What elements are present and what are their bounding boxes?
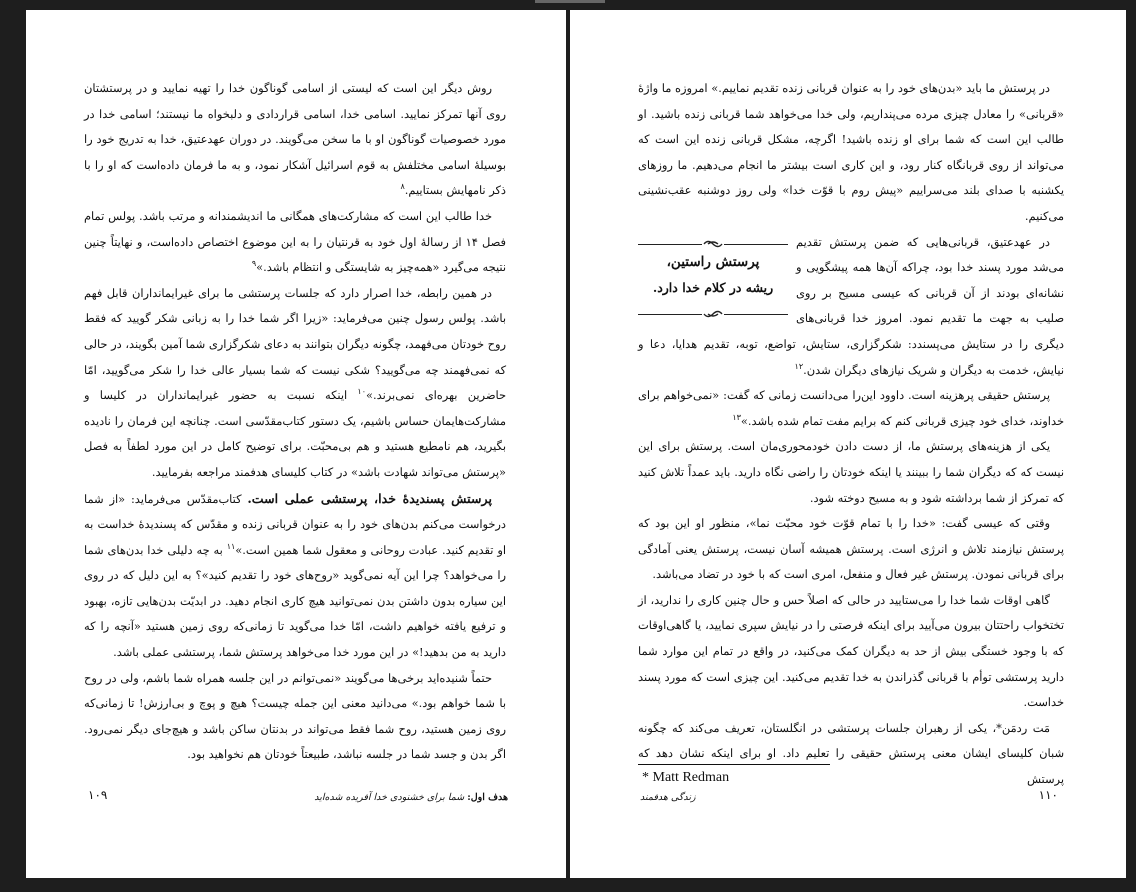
section-heading: پرستش پسندیدهٔ خدا، پرستشی عملی است. bbox=[247, 490, 492, 506]
footnote-rule bbox=[638, 764, 830, 765]
ornament-icon bbox=[702, 239, 724, 249]
footnote-marker: ۱۲ bbox=[794, 361, 804, 371]
paragraph: پرستش حقیقی پرهزینه است. داوود این‌را می‌دانست زمانی که گفت: «نمی‌خواهم برای خداوند، خدای خود چیزی قربانی کنم که برایم مفت تمام شده باشد.»$^{۱۳}$ bbox=[638, 388, 1064, 428]
paragraph: گاهی اوقات شما خدا را می‌ستایید در حالی که اصلاً حس و حال چنین کاری را ندارید، از تختخواب راحتتان بیرون می‌آیید برای اینکه فرصتی را در نیایش سپری نمایید، یا گاهی‌اوقات که با وجود خستگی بیش از حد به دیگران کمک می‌کنید، در واقع در تمام این موارد شما دارید پرستشی توأم با قربانی گذراندن به خدا تقدیم می‌کنید. این چیزی است که مورد پسند خداست. bbox=[638, 592, 1064, 710]
page-110-body bbox=[638, 76, 1064, 793]
paragraph: در عهدعتیق، قربانی‌هایی که ضمن پرستش تقدیم می‌شد مورد پسند خدا بود، چراکه آن‌ها همه پیشگویی و نشانه‌ای بودند از آن قربانی که عیسی مسیح بر روی صلیب به جهت ما تقدیم نمود. امروز خدا قربانی‌های دیگری را در ستایش می‌پسندد: شکرگزاری، ستایش، تواضع، توبه، تقدیم هدایا، دعا و نیایش، خدمت به دیگران و شریک نیازهای دیگران شدن.$^{۱۲}$ bbox=[638, 234, 1064, 377]
window-top-notch bbox=[535, 0, 605, 3]
page-110 bbox=[570, 10, 1126, 878]
paragraph: روش دیگر این است که لیستی از اسامی گوناگون خدا را تهیه نمایید و در پرستشتان روی آنها تمرکز نمایید. اسامی خدا، اسامی قراردادی و دلبخواه ما نیستند؛ اسامی خدا در مورد خصوصیات گوناگون او با ما سخن می‌گویند. در دوران عهدعتیق، خدا به تدریج خود را بوسیلهٔ اسامی مختلفش به قوم اسرائیل آشکار نمود، و به ما فرمان داده‌است که او را با ذکر نامهایش بستاییم.$^۸$ bbox=[84, 81, 506, 198]
running-head-text: شما برای خشنودی خدا آفریده شده‌اید bbox=[314, 792, 465, 803]
paragraph: مَت ردمَن*، یکی از رهبران جلسات پرستشی در انگلستان، تعریف می‌کند که چگونه شبان کلیسای ایشان معنی پرستش حقیقی را تعلیم داد. او برای اینکه نشان دهد که پرستش bbox=[638, 720, 1064, 787]
pull-quote-line-1: پرستش راستین، bbox=[666, 253, 760, 270]
footnote-marker: ۱۳ bbox=[732, 412, 741, 422]
paragraph: وقتی که عیسی گفت: «خدا را با تمام قوّت خود محبّت نما»، منظور او این بود که پرستش نیازمند تلاش و انرژی است. پرستش همیشه آسان نیست، پرستش یعنی آمادگی برای قربانی نمودن. پرستش غیر فعال و منفعل، امری است که با خود در تضاد می‌باشد. bbox=[638, 516, 1064, 582]
paragraph: خدا طالب این است که مشارکت‌های همگانی ما اندیشمندانه و مرتب باشد. پولس تمام فصل ۱۴ از رسالهٔ اول خود به قرنتیان را به این موضوع اختصاص داده‌است، و نهایتاً چنین نتیجه می‌گیرد «همه‌چیز به شایستگی و انتظام باشد.»$^۹$ bbox=[84, 208, 506, 275]
footnote-marker: ۱۱ bbox=[226, 541, 236, 551]
pull-quote bbox=[638, 234, 788, 326]
paragraph: حتماً شنیده‌اید برخی‌ها می‌گویند «نمی‌توانم در این جلسه همراه شما باشم، ولی در روح با شما خواهم بود.» می‌دانید معنی این جمله چیست؟ هیچ و پوچ و بی‌ارزش! تا زمانی‌که روی زمین هستید، روح شما فقط می‌تواند در بدنتان ساکن باشد و هیچ‌جای دیگر نمی‌رود. اگر بدن و جسد شما در جلسه نباشد، طبیعتاً خودتان هم نخواهید بود. bbox=[84, 670, 506, 762]
page-number: ۱۱۰ bbox=[1038, 788, 1058, 802]
pull-quote-line-2: ریشه در کلام خدا دارد. bbox=[652, 279, 774, 295]
paragraph: پرستش پسندیدهٔ خدا، پرستشی عملی است. کتاب‌مقدّس می‌فرماید: «از شما درخواست می‌کنم بدن‌های خود را به عنوان قربانی زنده و مقدّس که پسندیدهٔ خداست به او تقدیم کنید. عبادت روحانی و معقول شما همین است.»$^{۱۱}$ به چه دلیلی خدا بدن‌های شما را می‌خواهد؟ چرا این آیه نمی‌گوید «روح‌های خود را تقدیم کنید»؟ به این دلیل که در روی این سیاره بدون داشتن بدن نمی‌توانید هیچ کاری انجام دهید. در ابدیّت بدن‌هایی تازه، بهبود و ترفیع یافته خواهیم داشت، امّا خدا می‌گوید تا زمانی‌که روی زمین هستید «آنچه را که دارید به من بدهید!» در این مورد خدا می‌خواهد پرستش شما، پرستشی عملی باشد. bbox=[84, 490, 506, 660]
page-109 bbox=[26, 10, 566, 878]
footnote-marker: ۸ bbox=[400, 182, 405, 192]
paragraph: در پرستش ما باید «بدن‌های خود را به عنوان قربانی زنده تقدیم نماییم.» امروزه ما واژهٔ «قربانی» را معادل چیزی مرده می‌پنداریم، ولی خدا می‌خواهد شما قربانی زنده باشید. او طالب این است که شما برای او زنده باشید! اگرچه، مشکل قربانی زنده این است که می‌تواند از روی قربانگاه کنار رود، و این کاری است بیشتر ما انجام می‌دهیم. ما روزهای یکشنبه با صدای بلند می‌سراییم «پیش روم با قوّت خدا» ولی روز دوشنبه عقب‌نشینی می‌کنیم. bbox=[638, 81, 1064, 223]
paragraph: در همین رابطه، خدا اصرار دارد که جلسات پرستشی ما برای غیرایمانداران قابل فهم باشد. پولس رسول چنین می‌فرماید: «زیرا اگر شما خدا را به زبانی شکر گویید که فقط روح خودتان می‌فهمد، چگونه دیگران بتوانند به دعای شکرگزاری شما آمین بگویند، در حالی که نمی‌فهمند چه می‌گویید؟ شکی نیست که شما بسیار عالی خدا را شکر می‌گویید، امّا حاضرین بهره‌ای نمی‌برند.»$^{۱۰}$ اینکه نسبت به حضور غیرایمانداران در کلیسا و مشارکت‌هایمان حساس باشیم، یک دستور کتاب‌مقدّسی است. چنانچه این فرمان را نادیده بگیرید، هم نامطیع هستید و هم بی‌محبّت. برای توضیح کامل در این مورد لطفاً به فصل «پرستش می‌تواند شهادت باشد» در کتاب کلیسای هدفمند مراجعه بفرمایید. bbox=[84, 285, 507, 479]
page-109-body bbox=[84, 76, 506, 768]
ornament-icon bbox=[702, 309, 724, 319]
footnote: * Matt Redman bbox=[642, 770, 730, 785]
running-head bbox=[314, 792, 508, 803]
running-head: زندگی هدفمند bbox=[640, 792, 696, 803]
running-head-bold: هدف اول: bbox=[467, 792, 508, 803]
footnote-marker: ۹ bbox=[251, 259, 257, 269]
page-number: ۱۰۹ bbox=[88, 788, 108, 802]
paragraph: یکی از هزینه‌های پرستش ما، از دست دادن خودمحوری‌مان است. پرستش برای این نیست که که دیگران شما را ببینند یا اینکه خودتان را راضی نگاه دارید. باید عمداً تلاش کنید که تمرکز از شما برداشته شود و به مسیح دوخته شود. bbox=[638, 439, 1064, 505]
footnote-marker: ۱۰ bbox=[357, 387, 367, 397]
